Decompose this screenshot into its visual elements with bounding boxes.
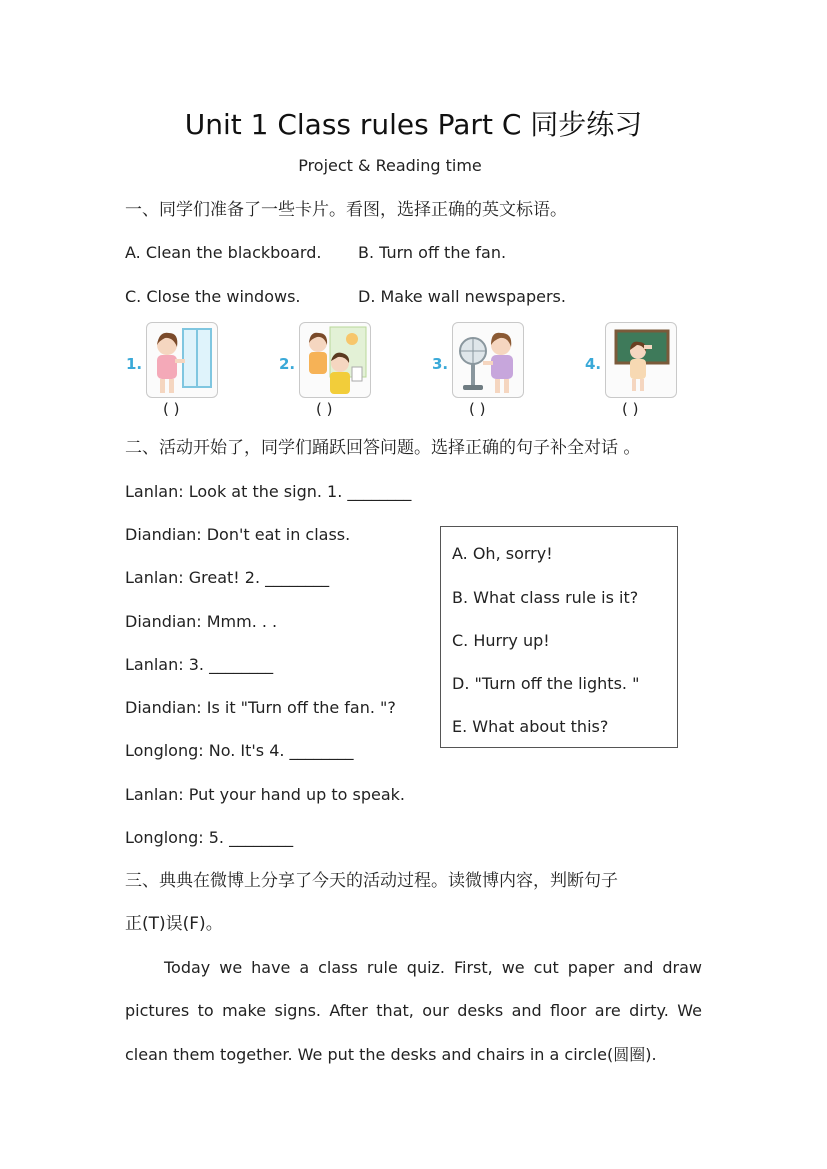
- dialogue-line-8: Lanlan: Put your hand up to speak.: [125, 785, 406, 804]
- option-c: C. Close the windows.: [125, 287, 301, 306]
- girl-closing-window-icon: [146, 322, 218, 398]
- choice-e: E. What about this?: [452, 717, 609, 736]
- dialogue-line-2: Diandian: Don't eat in class.: [125, 525, 351, 544]
- answer-paren-3: ( ): [469, 400, 486, 418]
- choice-a: A. Oh, sorry!: [452, 544, 553, 563]
- dialogue-line-3: Lanlan: Great! 2. ________: [125, 568, 330, 587]
- dialogue-line-4: Diandian: Mmm. . .: [125, 612, 278, 631]
- children-making-wall-newspaper-icon: [299, 322, 371, 398]
- girl-cleaning-blackboard-icon: [605, 322, 677, 398]
- passage-line-2: pictures to make signs. After that, our desks and floor are dirty. We: [125, 1001, 702, 1020]
- option-b: B. Turn off the fan.: [358, 243, 507, 262]
- choices-box: [440, 526, 678, 748]
- picture-number-1: 1.: [126, 355, 143, 373]
- choice-c: C. Hurry up!: [452, 631, 550, 650]
- dialogue-line-7: Longlong: No. It's 4. ________: [125, 741, 354, 760]
- picture-number-4: 4.: [585, 355, 602, 373]
- picture-number-3: 3.: [432, 355, 449, 373]
- section3-heading-line1: 三、典典在微博上分享了今天的活动过程。读微博内容，判断句子: [125, 871, 618, 891]
- answer-paren-1: ( ): [163, 400, 180, 418]
- section3-heading-line2: 正(T)误(F)。: [125, 914, 223, 934]
- picture-number-2: 2.: [279, 355, 296, 373]
- dialogue-line-5: Lanlan: 3. ________: [125, 655, 274, 674]
- dialogue-line-9: Longlong: 5. ________: [125, 828, 294, 847]
- choice-b: B. What class rule is it?: [452, 588, 639, 607]
- section1-heading: 一、同学们准备了一些卡片。看图，选择正确的英文标语。: [125, 200, 567, 220]
- passage-line-1: Today we have a class rule quiz. First, we cut paper and draw: [164, 958, 702, 977]
- dialogue-line-6: Diandian: Is it "Turn off the fan. "?: [125, 698, 396, 717]
- page-subtitle: Project & Reading time: [298, 156, 482, 175]
- answer-paren-4: ( ): [622, 400, 639, 418]
- section2-heading: 二、活动开始了，同学们踊跃回答问题。选择正确的句子补全对话 。: [125, 438, 641, 458]
- option-a: A. Clean the blackboard.: [125, 243, 322, 262]
- page-title: Unit 1 Class rules Part C 同步练习: [184, 108, 643, 141]
- option-d: D. Make wall newspapers.: [358, 287, 566, 306]
- dialogue-line-1: Lanlan: Look at the sign. 1. ________: [125, 482, 412, 501]
- girl-turning-off-fan-icon: [452, 322, 524, 398]
- choice-d: D. "Turn off the lights. ": [452, 674, 640, 693]
- answer-paren-2: ( ): [316, 400, 333, 418]
- passage-line-3: clean them together. We put the desks and chairs in a circle(圆圈).: [125, 1045, 657, 1064]
